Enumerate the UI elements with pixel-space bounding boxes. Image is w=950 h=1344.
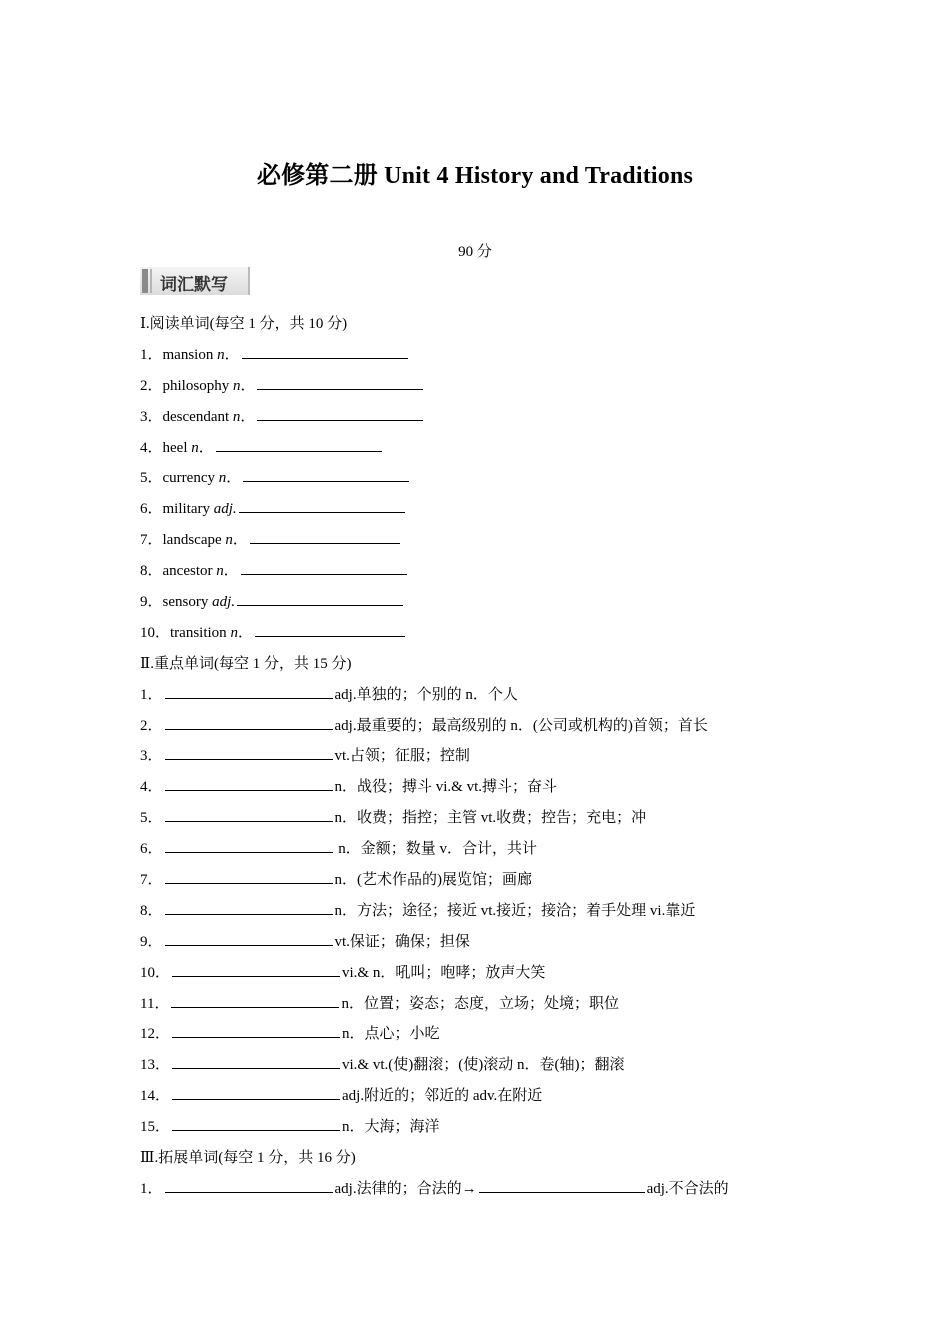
answer-blank[interactable]: [171, 992, 339, 1008]
answer-blank[interactable]: [172, 1115, 340, 1131]
key-word-item: 1． adj.单独的；个别的 n．个人: [140, 680, 820, 711]
reading-word-item: 10．transition n．: [140, 618, 820, 649]
total-score: 90 分: [458, 244, 492, 260]
key-word-item: 13． vi.& vt.(使)翻滚；(使)滚动 n．卷(轴)；翻滚: [140, 1050, 820, 1081]
answer-blank[interactable]: [241, 559, 407, 575]
reading-word-item: 2．philosophy n．: [140, 371, 820, 402]
key-word-item: 9． vt.保证；确保；担保: [140, 927, 820, 958]
key-word-item: 4． n．战役；搏斗 vi.& vt.搏斗；奋斗: [140, 772, 820, 803]
reading-word-item: 6．military adj.: [140, 494, 820, 525]
extended-word-item: 1． adj.法律的；合法的→ adj.不合法的: [140, 1174, 820, 1205]
key-word-item: 6． n．金额；数量 v．合计，共计: [140, 834, 820, 865]
answer-blank[interactable]: [257, 374, 423, 390]
part2-heading: Ⅱ.重点单词(每空 1 分，共 15 分): [140, 655, 352, 672]
answer-blank[interactable]: [172, 1084, 340, 1100]
key-word-item: 3． vt.占领；征服；控制: [140, 741, 820, 772]
answer-blank[interactable]: [250, 528, 400, 544]
reading-word-item: 9．sensory adj.: [140, 587, 820, 618]
reading-word-item: 8．ancestor n．: [140, 556, 820, 587]
reading-word-item: 7．landscape n．: [140, 525, 820, 556]
key-word-item: 2． adj.最重要的；最高级别的 n．(公司或机构的)首领；首长: [140, 711, 820, 742]
page-title: 必修第二册 Unit 4 History and Traditions: [256, 163, 694, 189]
answer-blank[interactable]: [165, 899, 333, 915]
answer-blank[interactable]: [172, 961, 340, 977]
answer-blank[interactable]: [165, 837, 333, 853]
answer-blank[interactable]: [216, 436, 382, 452]
key-word-item: 8． n．方法；途径；接近 vt.接近；接洽；着手处理 vi.靠近: [140, 896, 820, 927]
reading-word-item: 3．descendant n．: [140, 402, 820, 433]
section-badge-label: 词汇默写: [160, 275, 228, 295]
key-word-item: 11． n．位置；姿态；态度，立场；处境；职位: [140, 989, 820, 1020]
answer-blank[interactable]: [165, 775, 333, 791]
answer-blank[interactable]: [165, 683, 333, 699]
answer-blank[interactable]: [479, 1177, 645, 1193]
answer-blank[interactable]: [243, 466, 409, 482]
answer-blank[interactable]: [165, 1177, 333, 1193]
badge-bar-decoration: [142, 269, 148, 293]
key-word-item: 5． n．收费；指控；主管 vt.收费；控告；充电；冲: [140, 803, 820, 834]
reading-word-item: 4．heel n．: [140, 433, 820, 464]
section-badge: [140, 267, 250, 295]
key-word-item: 7． n．(艺术作品的)展览馆；画廊: [140, 865, 820, 896]
part1-heading: Ⅰ.阅读单词(每空 1 分，共 10 分): [140, 316, 348, 332]
answer-blank[interactable]: [165, 930, 333, 946]
key-word-item: 12． n．点心；小吃: [140, 1019, 820, 1050]
answer-blank[interactable]: [242, 343, 408, 359]
answer-blank[interactable]: [172, 1022, 340, 1038]
answer-blank[interactable]: [237, 590, 403, 606]
answer-blank[interactable]: [165, 714, 333, 730]
answer-blank[interactable]: [172, 1053, 340, 1069]
part3-heading: Ⅲ.拓展单词(每空 1 分，共 16 分): [140, 1150, 356, 1167]
reading-word-item: 1．mansion n．: [140, 340, 820, 371]
key-word-item: 10． vi.& n．吼叫；咆哮；放声大笑: [140, 958, 820, 989]
answer-blank[interactable]: [165, 744, 333, 760]
answer-blank[interactable]: [255, 621, 405, 637]
answer-blank[interactable]: [165, 806, 333, 822]
worksheet-content: [140, 309, 820, 1205]
key-word-item: 14． adj.附近的；邻近的 adv.在附近: [140, 1081, 820, 1112]
answer-blank[interactable]: [257, 405, 423, 421]
answer-blank[interactable]: [165, 868, 333, 884]
answer-blank[interactable]: [239, 497, 405, 513]
reading-word-item: 5．currency n．: [140, 463, 820, 494]
key-word-item: 15． n．大海；海洋: [140, 1112, 820, 1143]
badge-bar-decoration-thin: [150, 269, 152, 293]
